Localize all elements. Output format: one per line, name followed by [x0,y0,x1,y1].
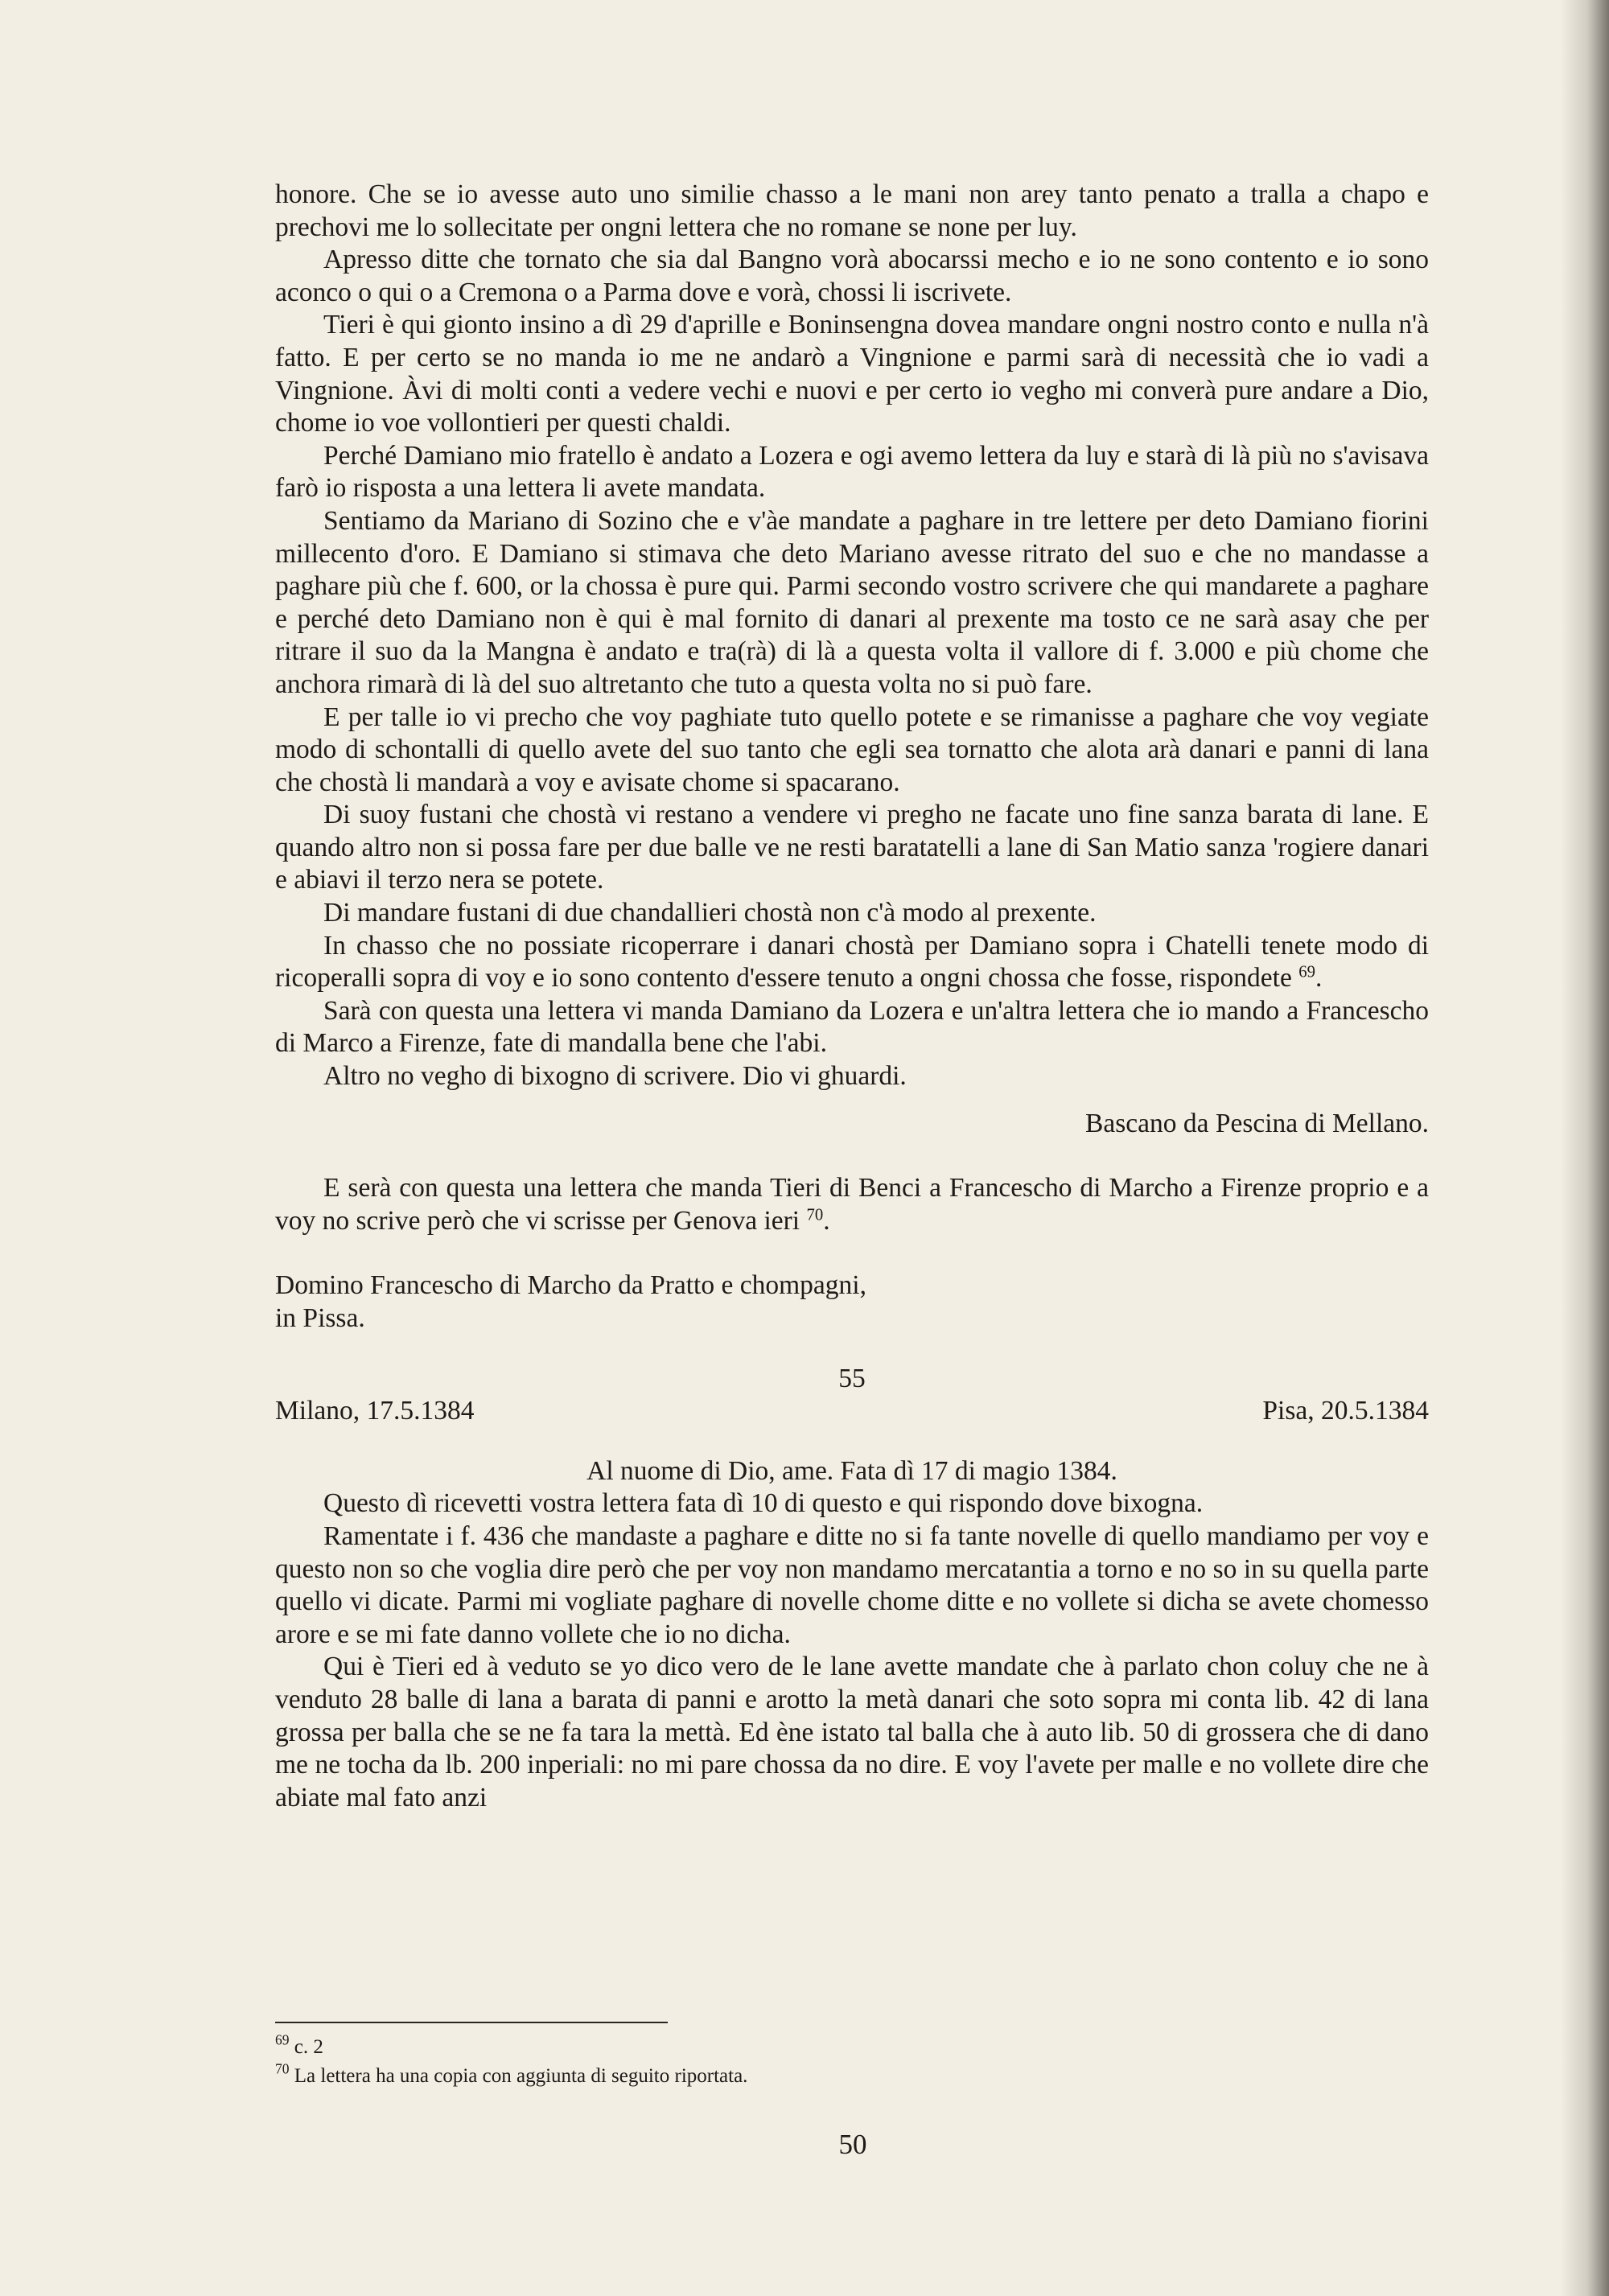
paragraph-text: In chasso che no possiate ricoperrare i danari chostà per Damiano sopra i Chatelli tenete modo di ricoperalli sopra di voy e io sono contento d'essere tenuto a ongni chossa che fosse, rispondete [275,930,1429,994]
page-number: 50 [838,2129,867,2160]
paragraph-tail: . [1315,963,1323,994]
footnote-ref-70[interactable]: 70 [806,1205,824,1224]
footnote-number: 70 [275,2060,290,2077]
letter-destination: Pisa, 20.5.1384 [1262,1396,1429,1426]
postscript [275,1172,1429,1237]
paragraph: Sarà con questa una lettera vi manda Damiano da Lozera e un'altra lettera che io mando a Francescho di Marco a Firenze, fate di mandalla bene che l'abi. [275,995,1429,1059]
footnote-ref-69[interactable]: 69 [1298,962,1315,981]
paragraph: Qui è Tieri ed à veduto se yo dico vero de le lane avette mandate che à parlato chon coluy che ne à venduto 28 balle di lana a barata di panni e arotto la metà danari che soto sopra mi conta lib. 42 di lana grossa per balla che se ne fa tara la mettà. Ed ène istato tal balla che à auto lib. 50 di grossera che di dano me ne tocha da lb. 200 inperiali: no mi pare chossa da no dire. E voy l'avete per malle e no vollete dire che abiate mal fato anzi [275,1652,1429,1813]
paragraph: Apresso ditte che tornato che sia dal Bangno vorà abocarssi mecho e io ne sono contento e io sono aconco o qui o a Cremona o a Parma dove e vorà, chossi li iscrivete. [275,245,1429,307]
postscript-tail: . [823,1205,830,1236]
paragraph: Ramentate i f. 436 che mandaste a paghare e ditte no si fa tante novelle di quello mandiamo per voy e questo non so che voglia dire però che per voy non mandamo mercatantia a torno e no so in su quella parte quello vi dicate. Parmi mi vogliate paghare di novelle chome ditte e no vollete si dicha se avete chomesso arore e se mi fate danno vollete che io no dicha. [275,1520,1429,1649]
address-line: in Pissa. [275,1303,365,1333]
footnote-70 [275,2062,1429,2091]
paragraph: honore. Che se io avesse auto uno similie chasso a le mani non arey tanto penato a tralla a chapo e prechovi me lo sollecitate per ongni lettera che no romane se none per luy. [275,179,1429,242]
paragraph: Questo dì ricevetti vostra lettera fata dì 10 di questo e qui rispondo dove bixogna. [323,1488,1204,1519]
postscript-text: E serà con questa una lettera che manda Tieri di Benci a Francescho di Marcho a Firenze proprio e a voy no scrive però che vi scrisse per Genova ieri [275,1173,1429,1236]
paragraph: Tieri è qui gionto insino a dì 29 d'aprille e Boninsengna dovea mandare ongni nostro conto e nulla n'à fatto. E per certo se no manda io me ne andarò a Vingnione e parmi sarà di necessità che io vadi a Vingnione. Àvi di molti conti a vedere vechi e nuovi e per certo io vegho mi converà pure andare a Dio, chome io voe vollontieri per questi chaldi. [275,310,1429,438]
footnote-text: La lettera ha una copia con aggiunta di seguito riportata. [294,2065,748,2087]
paragraph: Di mandare fustani di due chandallieri chostà non c'à modo al prexente. [323,898,1097,928]
letter-places [275,1395,1429,1428]
footnote-text: c. 2 [294,2036,323,2058]
paragraph: E per talle io vi precho che voy paghiate tuto quello potete e se rimanisse a paghare che voy vegiate modo di schontalli di quello avete del suo tanto che egli sea tornatto che alota arà danari e panni di lana che chostà li mandarà a voy e avisate chome si spacarano. [275,702,1429,797]
paragraph: Perché Damiano mio fratello è andato a Lozera e ogi avemo lettera da luy e starà di là più no s'avisava farò io risposta a una lettera li avete mandata. [275,440,1429,504]
paragraph: Di suoy fustani che chostà vi restano a vendere vi pregho ne facate uno fine sanza barata di lane. E quando altro non si possa fare per due balle ve ne resti baratatelli a lane di San Matio sanza 'rogiere danari e abiavi il terzo nera se potete. [275,800,1429,895]
binding-shadow [1561,0,1609,2296]
signature: Bascano da Pescina di Mellano. [1084,1108,1429,1138]
letter-invocation: Al nuome di Dio, ame. Fata dì 17 di magio 1384. [586,1455,1117,1486]
spacer [275,1237,1429,1269]
footnote-rule [275,2022,668,2023]
paragraph-with-footnote [275,930,1429,995]
letter-origin: Milano, 17.5.1384 [275,1396,475,1426]
footnote-69 [275,2033,1429,2062]
letter-number: 55 [838,1363,866,1393]
address-line: Domino Francescho di Marcho da Pratto e chompagni, [275,1270,866,1301]
main-text [275,179,1429,1814]
footnote-number: 69 [275,2031,290,2048]
paragraph: Sentiamo da Mariano di Sozino che e v'àe mandate a paghare in tre lettere per deto Damiano fiorini millecento d'oro. E Damiano si stimava che deto Mariano avesse ritrato del suo e che no mandasse a paghare più che f. 600, or la chossa è pure qui. Parmi secondo vostro scrivere che qui mandarete a paghare e perché deto Damiano non è qui è mal fornito di danari al prexente ma tosto ce ne sarà asay che per ritrare il suo da la Mangna è andato e tra(rà) di là a questa volta il vallore di f. 3.000 e più chome che anchora rimarà di là del suo altretanto che tuto a questa volta no si può fare. [275,505,1429,699]
paragraph: Altro no vegho di bixogno di scrivere. Dio vi ghuardi. [323,1061,907,1092]
footnotes [275,2033,1429,2091]
spacer [275,1140,1429,1172]
